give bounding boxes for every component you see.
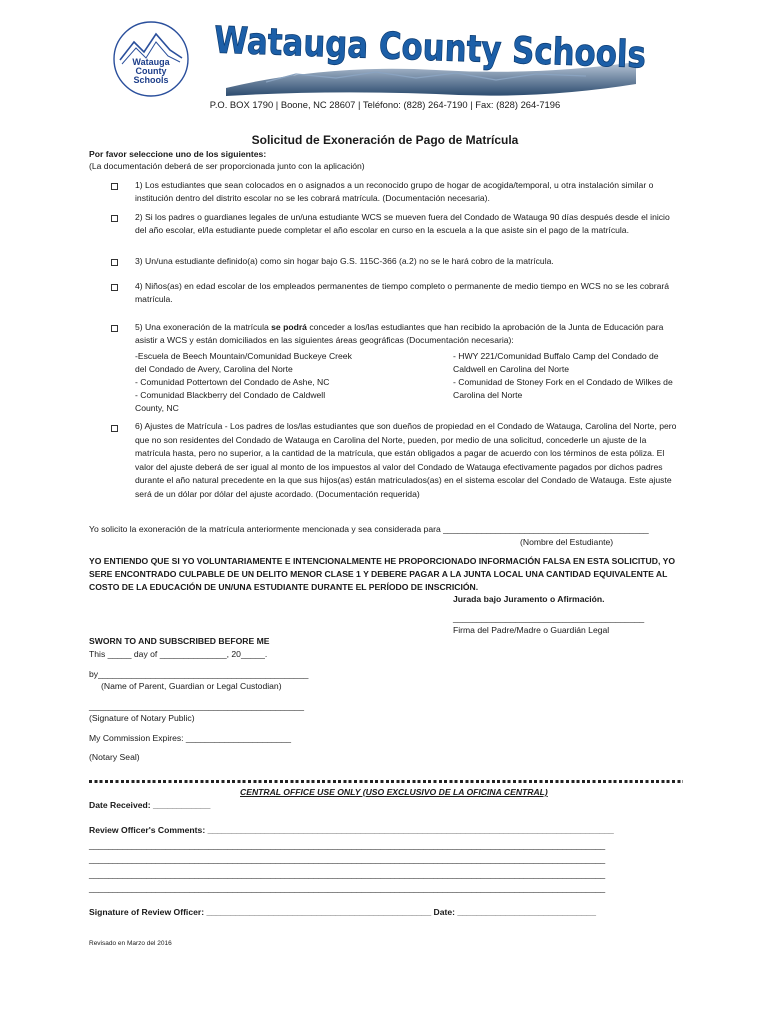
revision-footer: Revisado en Marzo del 2016: [89, 940, 172, 947]
notary-name-label: (Name of Parent, Guardian or Legal Custodian): [101, 681, 282, 691]
notary-date-line[interactable]: This _____ day of ______________, 20_____.: [89, 649, 268, 659]
review-officer-signature[interactable]: Signature of Review Officer: _______________________________________________ Date: _____________________________: [89, 907, 596, 917]
document-title: Solicitud de Exoneración de Pago de Matrícula: [251, 133, 519, 147]
option-2-checkbox[interactable]: [111, 215, 118, 222]
parent-signature-label: Firma del Padre/Madre o Guardián Legal: [453, 625, 610, 635]
oath-label: Jurada bajo Juramento o Afirmación.: [453, 594, 605, 604]
office-use-heading: CENTRAL OFFICE USE ONLY (USO EXCLUSIVO DE LA OFICINA CENTRAL): [240, 787, 548, 797]
request-line: Yo solicito la exoneración de la matrícula anteriormente mencionada y sea considerada para ___________________________________________: [89, 524, 649, 534]
logo-text-1: Watauga: [132, 57, 170, 67]
logo-text-2: County: [135, 66, 167, 76]
option-5-pre: 5) Una exoneración de la matrícula: [135, 322, 272, 332]
option-5-areas-right: - HWY 221/Comunidad Buffalo Camp del Condado de Caldwell en Carolina del Norte - Comunidad de Stoney Fork en el Condado de Wilkes de Carolina del Norte: [453, 351, 673, 400]
comment-line-2[interactable]: ____________________________________________________________________________________________________________: [89, 854, 606, 864]
option-6-checkbox[interactable]: [111, 425, 118, 432]
parent-signature-line[interactable]: ________________________________________: [453, 613, 645, 623]
notary-by-line[interactable]: by____________________________________________: [89, 669, 309, 679]
option-5-text: [135, 321, 680, 347]
option-5-checkbox[interactable]: [111, 325, 118, 332]
option-6-text: 6) Ajustes de Matrícula - Los padres de los/las estudiantes que son dueños de propiedad en el Condado de Watauga, Carolina del Norte, pero que no son residentes del Condado de Watauga en Carolina del Norte, pueden, por medio de una solicitud, concederle un ajuste de la matrícula hasta, pero no superior, a la cantidad de la matrícula, que están obligados a pagar de acuerdo con los términos de esta póliza. El valor del ajuste deberá de ser igual al monto de los impuestos al valor del Condado de Watauga efectivamente pagados por dichos padres durante el año natural precedente en la que sus hijos(as) están matriculados(as) en el sistema escolar del Condado de Watauga. Este ajuste será de un dólar por dólar del ajuste acordado. (Documentación requerida): [135, 421, 677, 499]
section-divider: [89, 780, 683, 783]
date-received[interactable]: Date Received: ____________: [89, 800, 211, 810]
option-4-checkbox[interactable]: [111, 284, 118, 291]
notary-signature-line[interactable]: _____________________________________________: [89, 701, 305, 711]
student-name-label: (Nombre del Estudiante): [520, 537, 614, 547]
option-1-checkbox[interactable]: [111, 183, 118, 190]
option-4-text: 4) Niños(as) en edad escolar de los empleados permanentes de tiempo completo o permanente de medio tiempo en WCS no se les cobrará matrícula.: [135, 281, 670, 304]
option-5-post: conceder a los/las estudiantes que han recibido la aprobación de la Junta de Educación para asistir a WCS y están domiciliados en las siguientes áreas geográficas (Documentación necesaria):: [135, 322, 664, 345]
notary-signature-label: (Signature of Notary Public): [89, 713, 195, 723]
notary-seal-label: (Notary Seal): [89, 752, 140, 762]
false-information-warning: YO ENTIENDO QUE SI YO VOLUNTARIAMENTE E INTENCIONALMENTE HE PROPORCIONADO INFORMACIÓN FALSA EN ESTA SOLICITUD, YO SERE ENCONTRADO CULPABLE DE UN DELITO MENOR CLASE 1 Y DEBERE PAGAR A LA JUNTA LOCAL UNA CANTIDAD EQUIVALENTE AL COSTO DE LA EDUCACIÓN DE UN/UNA ESTUDIANTE DURANTE EL PERÍODO DE INSCRICIÓN.: [89, 556, 675, 592]
select-instruction: Por favor seleccione uno de los siguientes:: [89, 149, 267, 159]
banner: [206, 18, 733, 96]
banner-title: Watauga County Schools: [213, 18, 733, 80]
district-logo: [112, 20, 190, 98]
logo-text-3: Schools: [133, 75, 169, 85]
option-5-areas-left: -Escuela de Beech Mountain/Comunidad Buckeye Creek del Condado de Avery, Carolina del Norte - Comunidad Pottertown del Condado de Ashe, NC - Comunidad Blackberry del Condado de Caldwell County, NC: [135, 351, 352, 413]
option-1-text: 1) Los estudiantes que sean colocados en o asignados a un reconocido grupo de hogar de acogida/temporal, u otra instalación similar o institución dentro del distrito escolar no se les cobrará matrícula. (Documentación necesaria).: [135, 180, 654, 203]
option-3-text: 3) Un/una estudiante definido(a) como sin hogar bajo G.S. 115C-366 (a.2) no se le hará cobro de la matrícula.: [135, 256, 554, 266]
notary-heading: SWORN TO AND SUBSCRIBED BEFORE ME: [89, 636, 270, 646]
comment-line-3[interactable]: ____________________________________________________________________________________________________________: [89, 869, 606, 879]
contact-line: P.O. BOX 1790 | Boone, NC 28607 | Teléfono: (828) 264-7190 | Fax: (828) 264-7196: [209, 99, 561, 110]
comment-line-1[interactable]: ____________________________________________________________________________________________________________: [89, 840, 606, 850]
notary-commission[interactable]: My Commission Expires: ______________________: [89, 733, 292, 743]
option-2-text: 2) Si los padres o guardianes legales de un/una estudiante WCS se mueven fuera del Condado de Watauga 90 días después desde el inicio del año escolar, el/la estudiante puede completar el año escolar en curso en la escuela a la que asiste sin el pago de la matrícula.: [135, 212, 670, 235]
documentation-note: (La documentación deberá de ser proporcionada junto con la aplicación): [89, 161, 365, 171]
option-3-checkbox[interactable]: [111, 259, 118, 266]
option-5-emphasis: se podrá: [271, 322, 307, 332]
comment-line-4[interactable]: ____________________________________________________________________________________________________________: [89, 883, 606, 893]
review-comments[interactable]: Review Officer's Comments: _____________________________________________________________________________________: [89, 825, 614, 835]
